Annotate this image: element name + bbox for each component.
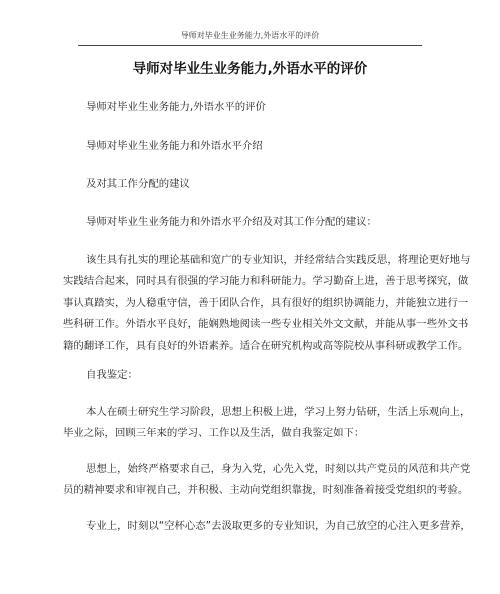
text-line: 籍的翻译工作，具有良好的外语素养。适合在研究机构或高等院校从事科研或教学工作。 [63,339,469,352]
paragraph-3 [86,174,448,195]
text-line: 导师对毕业生业务能力和外语水平介绍 [86,140,263,152]
running-header: 导师对毕业生业务能力,外语水平的评价 [180,31,320,40]
header-divider [78,45,422,46]
paragraph-8 [63,459,471,502]
text-line: 毕业之际，回顾三年来的学习、工作以及生活，做自我鉴定如下： [63,427,365,440]
text-line: 些科研工作。外语水平良好，能娴熟地阅读一些专业相关外文文献，并能从事一些外文书 [63,318,469,331]
text-line: 思想上，始终严格要求自己，身为入党，心先入党，时刻以共产党员的风范和共产党 [86,463,471,475]
paragraph-5 [63,250,471,357]
text-line: 该生具有扎实的理论基础和宽广的专业知识，并经常结合实践反思，将理论更好地与 [86,254,471,266]
paragraph-7 [63,402,471,445]
text-line: 本人在硕士研究生学习阶段，思想上积极上进，学习上努力钻研，生活上乐观向上， [86,406,471,418]
text-line: 实践结合起来，同时具有很强的学习能力和科研能力。学习勤奋上进，善于思考探究，做 [63,275,469,288]
paragraph-1 [86,97,448,118]
paragraph-6 [86,365,448,386]
text-line: 自我鉴定： [86,369,138,381]
paragraph-9 [63,516,471,537]
text-line: 及对其工作分配的建议 [86,178,190,190]
text-line: 事认真踏实，为人稳重守信，善于团队合作，具有很好的组织协调能力，并能独立进行一 [63,296,469,309]
text-line: 导师对毕业生业务能力和外语水平介绍及对其工作分配的建议： [86,216,377,228]
text-line: 导师对毕业生业务能力,外语水平的评价 [86,101,266,113]
paragraph-2 [86,136,448,157]
text-line: 员的精神要求和审视自己，并积极、主动向党组织靠拢，时刻准备着接受党组织的考验。 [63,484,469,497]
paragraph-4 [86,212,448,233]
text-line: 专业上，时刻以“空杯心态”去汲取更多的专业知识，为自己放空的心注入更多营养， [86,520,471,532]
page-title: 导师对毕业生业务能力,外语水平的评价 [132,61,368,77]
